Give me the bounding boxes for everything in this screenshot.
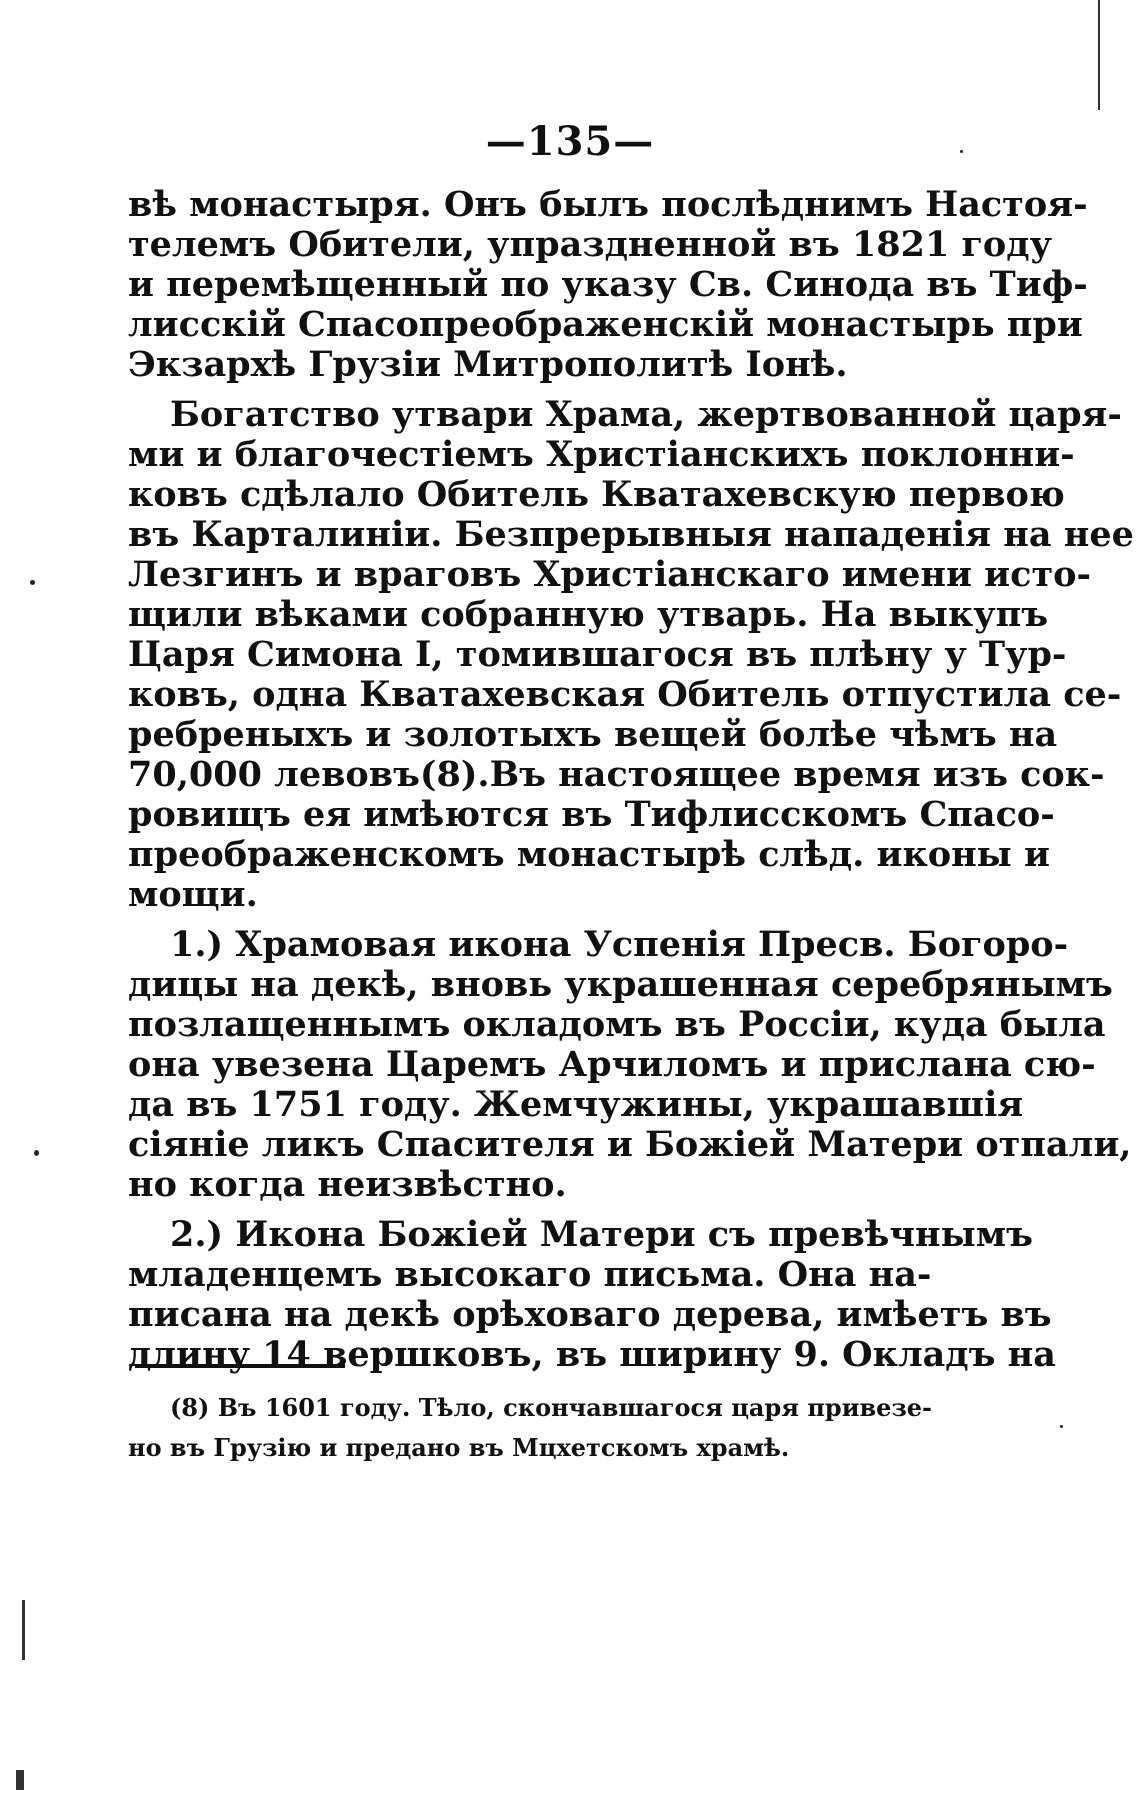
footnote [128, 1388, 932, 1468]
text-line: 1.) Храмовая икона Успенія Пресв. Богоро- [170, 924, 1069, 965]
text-line: и перемѣщенный по указу Св. Синода въ Тиф- [128, 264, 1088, 305]
text-line: 2.) Икона Божіей Матери съ превѣчнымъ [170, 1214, 1033, 1255]
text-line: дицы на декѣ, вновь украшенная серебрянымъ [128, 964, 1113, 1005]
footnote-rule [135, 1364, 345, 1368]
text-line: младенцемъ высокаго письма. Она на- [128, 1254, 932, 1295]
text-line: ми и благочестіемъ Христіанскихъ поклонни- [128, 434, 1075, 475]
scan-edge-mark-left [22, 1600, 25, 1660]
text-line: мощи. [128, 874, 258, 915]
text-line: щили вѣками собранную утварь. На выкупъ [128, 594, 1049, 635]
text-line: Богатство утвари Храма, жертвованной царя- [170, 394, 1122, 435]
text-line: позлащеннымъ окладомъ въ Россіи, куда была [128, 1004, 1106, 1045]
scan-speck [960, 150, 963, 153]
text-line: ровищъ ея имѣются въ Тифлисскомъ Спасо- [128, 794, 1055, 835]
text-line: но когда неизвѣстно. [128, 1164, 567, 1205]
text-line: 70,000 левовъ(8).Въ настоящее время изъ сок- [128, 754, 1105, 795]
footnote-line: но въ Грузію и предано въ Мцхетскомъ храмѣ. [128, 1433, 790, 1462]
text-line: Царя Симона I, томившагося въ плѣну у Тур- [128, 634, 1067, 675]
text-line: ковъ, одна Кватахевская Обитель отпустила се- [128, 674, 1122, 715]
text-line: ребреныхъ и золотыхъ вещей болѣе чѣмъ на [128, 714, 1058, 755]
text-line: лисскій Спасопреображенскій монастырь при [128, 304, 1083, 345]
page-number: —135— [485, 118, 655, 165]
paragraph-3 [128, 924, 1132, 1205]
scan-edge-mark-right [1098, 0, 1100, 110]
text-line: преображенскомъ монастырѣ слѣд. иконы и [128, 834, 1050, 875]
paragraph-4 [128, 1214, 1056, 1375]
text-line: писана на декѣ орѣховаго дерева, имѣетъ въ [128, 1294, 1052, 1335]
paragraph-2 [128, 394, 1134, 915]
text-line: въ Карталиніи. Безпрерывныя нападенія на нее [128, 514, 1134, 555]
text-line: Лезгинъ и враговъ Христіанскаго имени исто- [128, 554, 1092, 595]
paragraph-1 [128, 184, 1088, 385]
text-line: ковъ сдѣлало Обитель Кватахевскую первою [128, 474, 1065, 515]
body-text [128, 184, 1134, 1385]
text-line: сіяніе ликъ Спасителя и Божіей Матери отпали, [128, 1124, 1132, 1165]
text-line: длину 14 вершковъ, въ ширину 9. Окладъ на [128, 1334, 1056, 1375]
text-line: вѣ монастыря. Онъ былъ послѣднимъ Настоя- [128, 184, 1088, 225]
scan-speck [34, 1150, 39, 1156]
scan-speck [30, 580, 35, 585]
footnote-line: (8) Въ 1601 году. Тѣло, скончавшагося царя привезе- [170, 1393, 932, 1422]
text-line: да въ 1751 году. Жемчужины, украшавшія [128, 1084, 1024, 1125]
scan-speck [1060, 1425, 1063, 1428]
scan-edge-mark-left-bottom [16, 1770, 24, 1790]
text-line: телемъ Обители, упраздненной въ 1821 году [128, 224, 1053, 265]
text-line: она увезена Царемъ Арчиломъ и прислана сю- [128, 1044, 1096, 1085]
text-line: Экзархѣ Грузіи Митрополитѣ Іонѣ. [128, 344, 848, 385]
